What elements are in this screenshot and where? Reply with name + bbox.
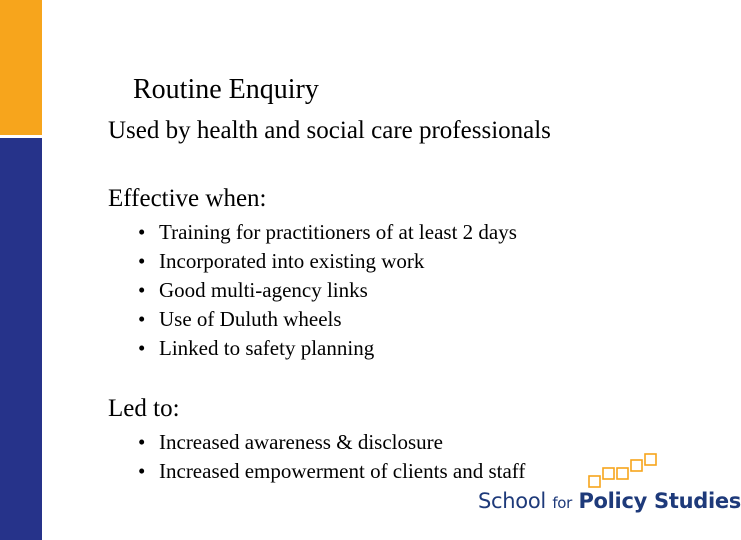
list-item-text: Good multi-agency links [159, 278, 368, 302]
list-item [138, 334, 517, 363]
stepped-squares-logo-icon [587, 452, 662, 488]
list-item-text: Linked to safety planning [159, 336, 375, 360]
effective-heading: Effective when: [108, 185, 267, 212]
bullet-icon: • [138, 307, 146, 331]
bullet-icon: • [138, 220, 146, 244]
list-item-text: Incorporated into existing work [159, 249, 425, 273]
logo-wordmark [478, 489, 741, 513]
bullet-icon: • [138, 459, 146, 483]
logo-word-for: for [552, 494, 573, 512]
led-to-heading: Led to: [108, 395, 180, 422]
list-item-text: Increased awareness & disclosure [159, 430, 443, 454]
logo-word-school: School [478, 489, 546, 513]
logo-word-policy-studies: Policy Studies [578, 489, 741, 513]
list-item-text: Increased empowerment of clients and staff [159, 459, 526, 483]
list-item-text: Training for practitioners of at least 2 days [159, 220, 517, 244]
slide-subtitle: Used by health and social care professionals [108, 117, 551, 144]
bullet-icon: • [138, 249, 146, 273]
list-item [138, 428, 525, 457]
list-item [138, 305, 517, 334]
led-to-list [138, 428, 525, 486]
list-item [138, 276, 517, 305]
accent-bar-blue [0, 138, 42, 540]
list-item [138, 457, 525, 486]
list-item [138, 218, 517, 247]
school-for-policy-studies-logo [472, 452, 741, 522]
list-item-text: Use of Duluth wheels [159, 307, 342, 331]
list-item [138, 247, 517, 276]
effective-list [138, 218, 517, 363]
bullet-icon: • [138, 336, 146, 360]
slide-title: Routine Enquiry [133, 74, 319, 105]
bullet-icon: • [138, 430, 146, 454]
bullet-icon: • [138, 278, 146, 302]
accent-bar-orange [0, 0, 42, 135]
